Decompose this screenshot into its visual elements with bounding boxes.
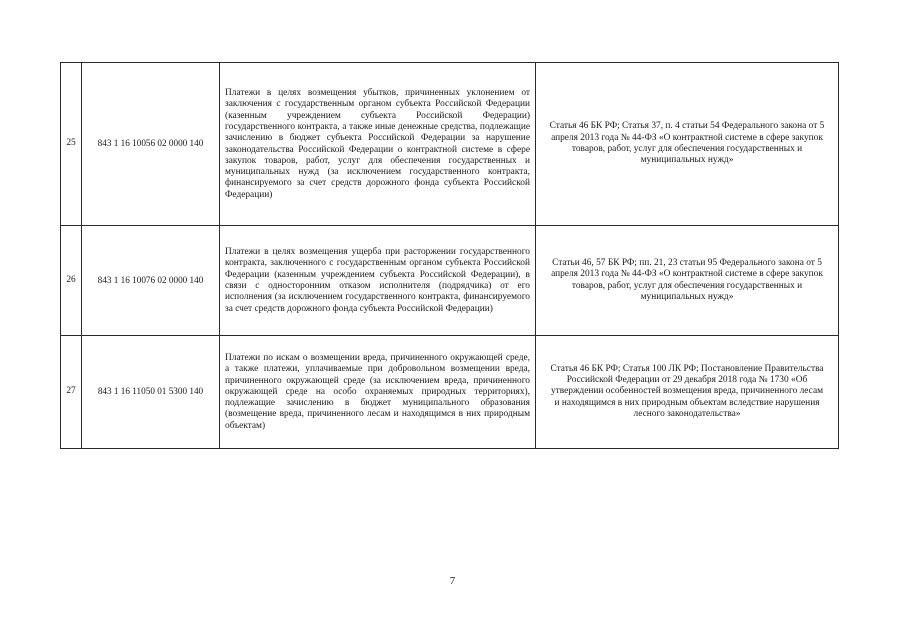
row-number: 27 (61, 336, 82, 449)
payment-description: Платежи по искам о возмещении вреда, причиненного окружающей среде, а также платежи, уплачиваемые при добровольном возмещении вреда, причиненного окружающей среде (за исключением вреда, причиненного окружающей среде на особо охраняемых природных территориях), подлежащие зачислению в бюджет муниципального образования (возмещение вреда, причиненного лесам и находящимся в них природным объектам) (220, 336, 536, 449)
budget-code: 843 1 16 11050 01 5300 140 (82, 336, 220, 449)
revenue-codes-table (60, 62, 839, 449)
legal-basis: Статьи 46, 57 БК РФ; пп. 21, 23 статьи 95 Федерального закона от 5 апреля 2013 года № 44-ФЗ «О контрактной системе в сфере закупок товаров, работ, услуг для обеспечения государственных и муниципальных нужд» (536, 226, 839, 336)
table-row (61, 63, 839, 226)
table-row (61, 336, 839, 449)
legal-basis: Статья 46 БК РФ; Статья 37, п. 4 статьи 54 Федерального закона от 5 апреля 2013 года № 44-ФЗ «О контрактной системе в сфере закупок товаров, работ, услуг для обеспечения государственных и муниципальных нужд» (536, 63, 839, 226)
page-number: 7 (449, 575, 456, 587)
row-number: 25 (61, 63, 82, 226)
budget-code: 843 1 16 10076 02 0000 140 (82, 226, 220, 336)
payment-description: Платежи в целях возмещения убытков, причиненных уклонением от заключения с государственным органом субъекта Российской Федерации (казенным учреждением субъекта Российской Федерации) государственного контракта, а также иные денежные средства, подлежащие зачислению в бюджет субъекта Российской Федерации за нарушение законодательства Российской Федерации о контрактной системе в сфере закупок товаров, работ, услуг для обеспечения государственных и муниципальных нужд (за исключением государственного контракта, финансируемого за счет средств дорожного фонда субъекта Российской Федерации) (220, 63, 536, 226)
budget-code: 843 1 16 10056 02 0000 140 (82, 63, 220, 226)
row-number: 26 (61, 226, 82, 336)
payment-description: Платежи в целях возмещения ущерба при расторжении государственного контракта, заключенного с государственным органом субъекта Российской Федерации (казенным учреждением субъекта Российской Федерации), в связи с односторонним отказом исполнителя (подрядчика) от его исполнения (за исключением государственного контракта, финансируемого за счет средств дорожного фонда субъекта Российской Федерации) (220, 226, 536, 336)
legal-basis: Статья 46 БК РФ; Статья 100 ЛК РФ; Постановление Правительства Российской Федерации от 29 декабря 2018 года № 1730 «Об утверждении особенностей возмещения вреда, причиненного лесам и находящимся в них природным объектам вследствие нарушения лесного законодательства» (536, 336, 839, 449)
table-row (61, 226, 839, 336)
